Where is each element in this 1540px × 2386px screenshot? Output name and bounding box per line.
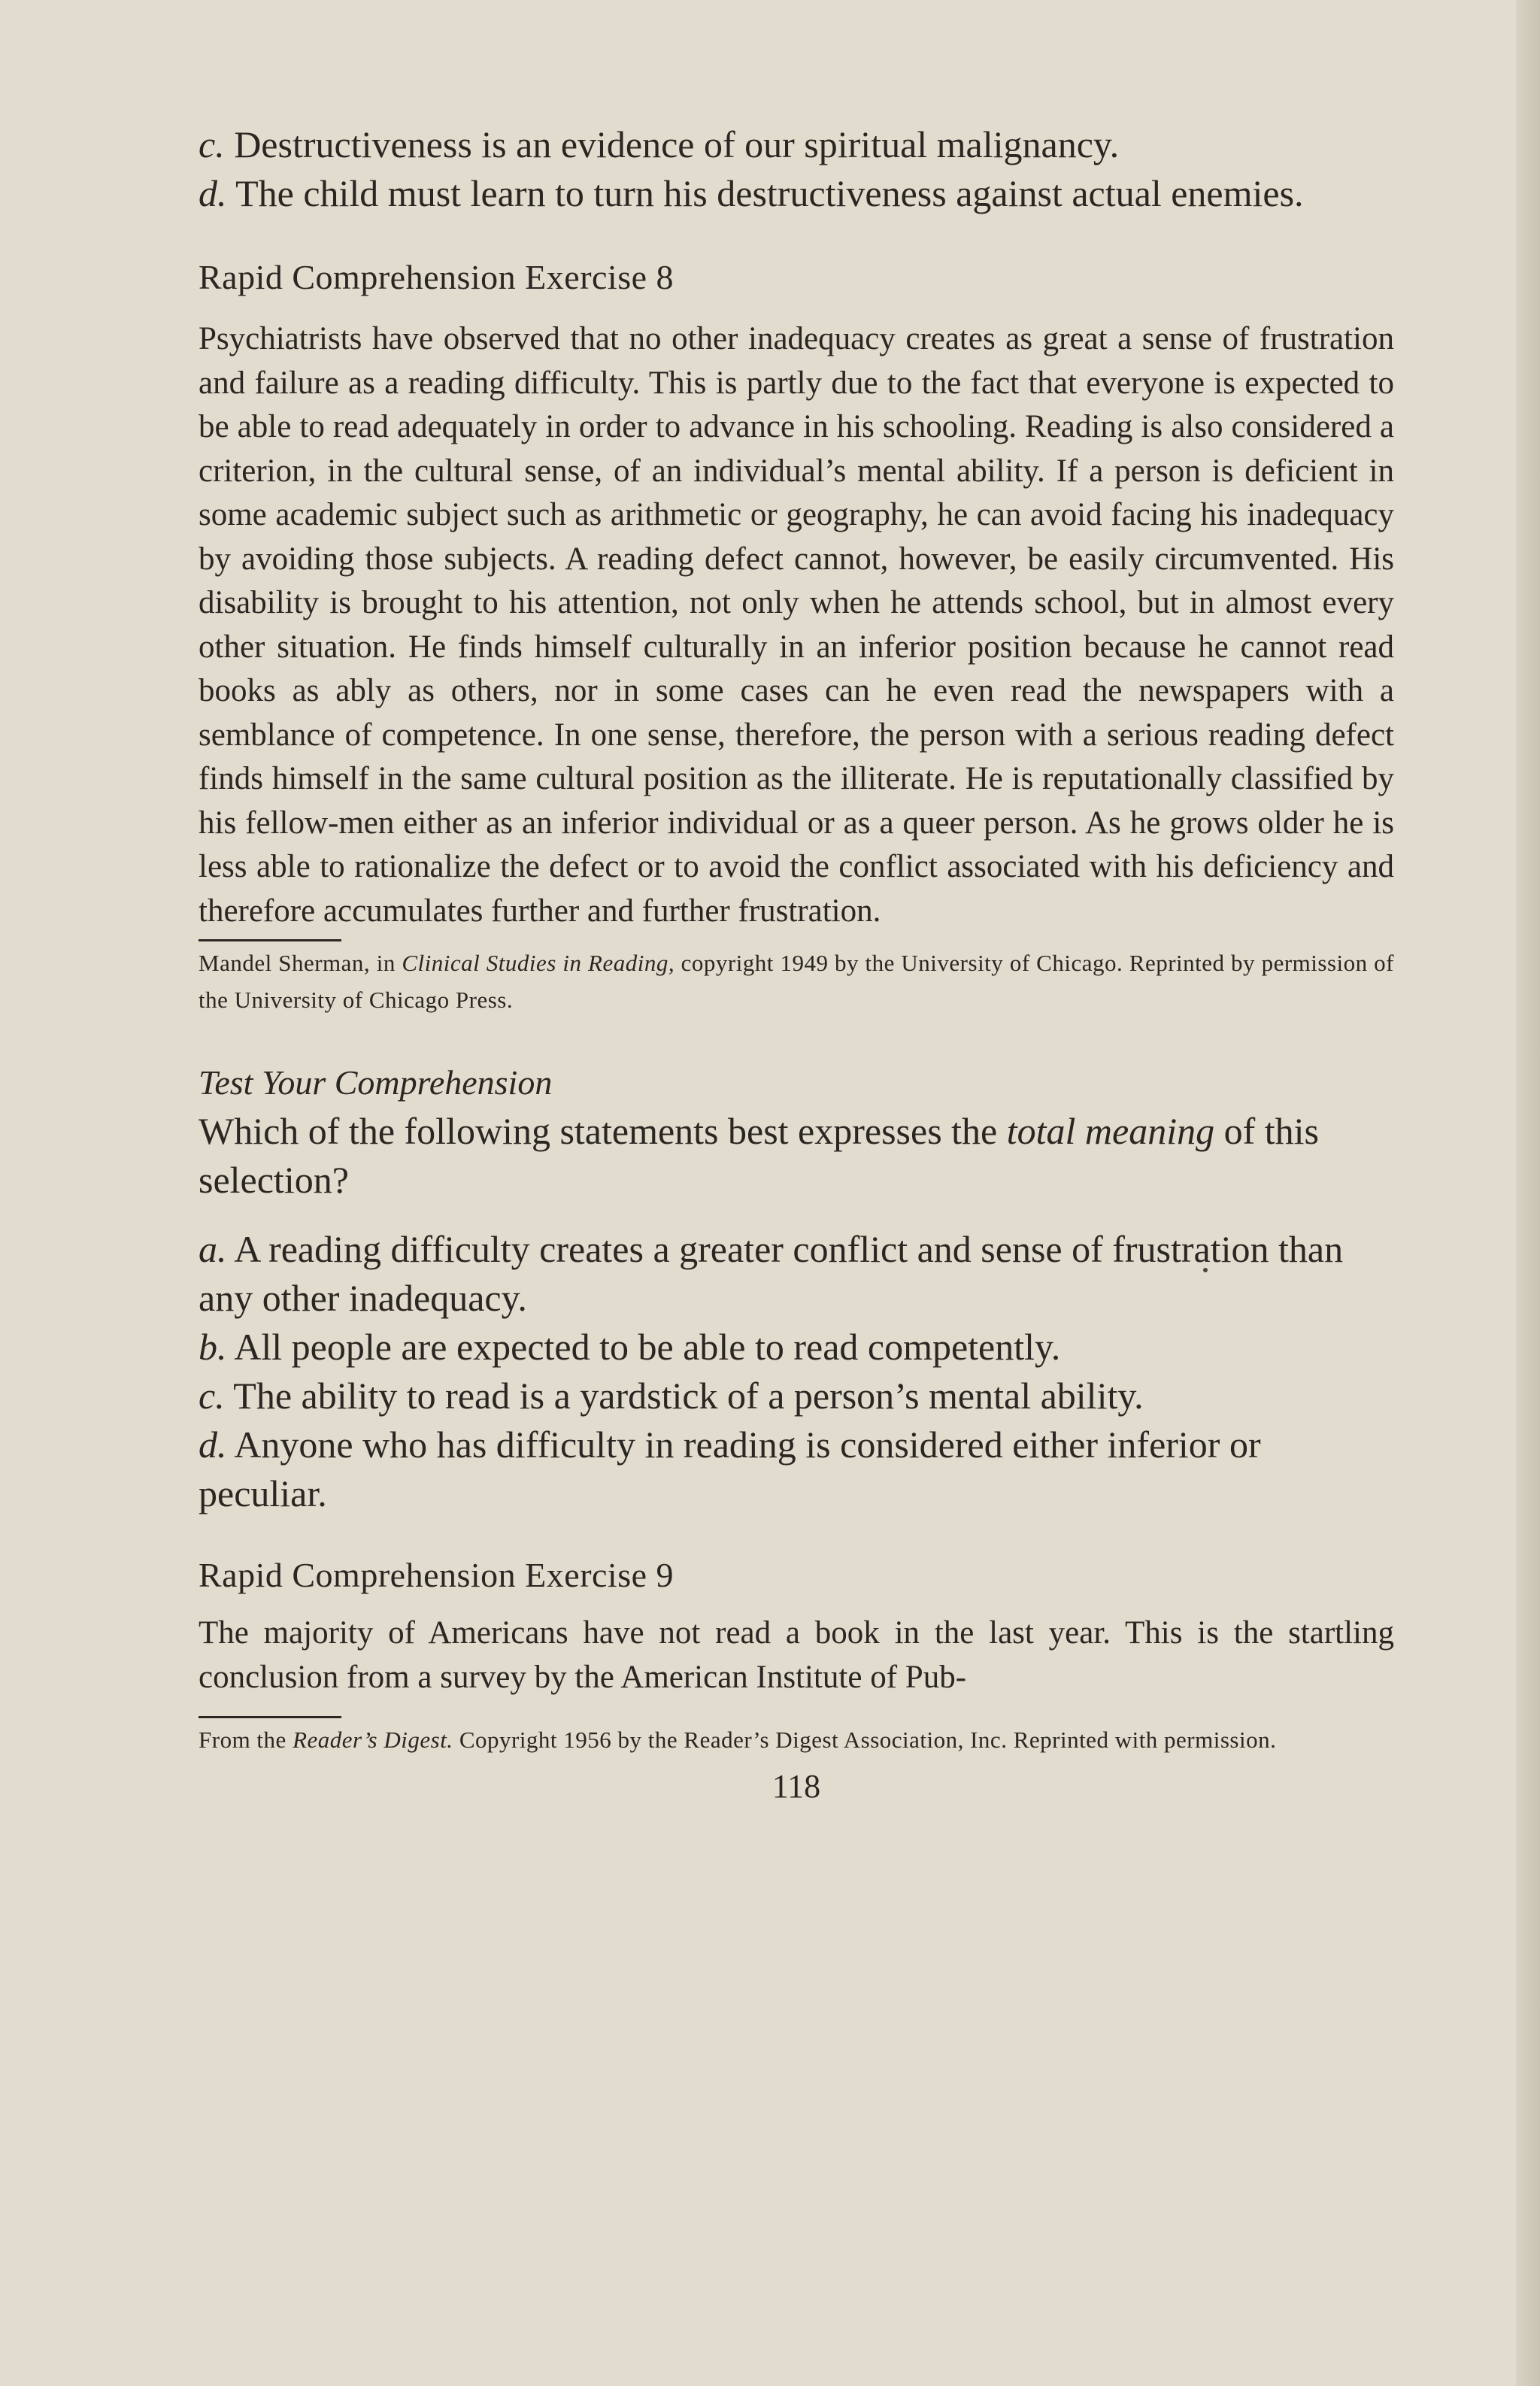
exercise-9-source: From the Reader’s Digest. Copyright 1956 by the Reader’s Digest Association, Inc. Reprinted with permission.: [199, 1727, 1277, 1753]
previous-options: [199, 120, 1394, 218]
exercise-8-heading: Rapid Comprehension Exercise 8: [199, 258, 675, 296]
option-c-prev: c. Destructiveness is an evidence of our spiritual malignancy.: [199, 123, 1120, 165]
test-question: Which of the following statements best expresses the total meaning of this selection?: [199, 1110, 1320, 1201]
footnote-rule: [199, 1716, 341, 1718]
option-d-prev: d. The child must learn to turn his destructiveness against actual enemies.: [199, 172, 1304, 214]
exercise-8-body: Psychiatrists have observed that no other inadequacy creates as great a sense of frustration and failure as a reading difficulty. This is partly due to the fact that everyone is expected to be able to read adequately in order to advance in his schooling. Reading is also considered a criterion, in the cultural sense, of an individual’s mental ability. If a person is deficient in some academic subject such as arithmetic or geography, he can avoid facing his inadequacy by avoiding those subjects. A reading defect cannot, however, be easily circumvented. His disability is brought to his attention, not only when he attends school, but in almost every other situation. He finds himself culturally in an inferior position because he cannot read books as ably as others, nor in some cases can he even read the newspapers with a semblance of competence. In one sense, therefore, the person with a serious reading defect finds himself in the same cultural position as the illiterate. He is reputationally classified by his fellow-men either as an inferior individual or as a queer person. As he grows older he is less able to rationalize the defect or to avoid the conflict associated with his deficiency and therefore accumulates further and further frustration.: [199, 321, 1394, 929]
exercise-8-source: Mandel Sherman, in Clinical Studies in Reading, copyright 1949 by the University of Chicago. Reprinted by permission of the University of Chicago Press.: [199, 950, 1394, 1013]
option-d: d. Anyone who has difficulty in reading is considered either inferior or peculiar.: [199, 1423, 1261, 1514]
exercise-9-heading: Rapid Comprehension Exercise 9: [199, 1556, 675, 1594]
footnote-rule: [199, 939, 341, 941]
page-edge-shadow: [1516, 0, 1540, 2386]
answer-options: [199, 1225, 1394, 1518]
page-content: [199, 120, 1394, 1808]
page-number: 118: [772, 1768, 821, 1805]
option-a: a. A reading difficulty creates a greater conflict and sense of frustration than any other inadequacy.: [199, 1228, 1344, 1319]
exercise-9-body: The majority of Americans have not read a book in the last year. This is the startling conclusion from a survey by the American Institute of Pub-: [199, 1615, 1394, 1695]
option-b: b. All people are expected to be able to read competently.: [199, 1326, 1061, 1368]
test-heading: Test Your Comprehension: [199, 1063, 553, 1102]
option-c: c. The ability to read is a yardstick of a person’s mental ability.: [199, 1375, 1144, 1417]
